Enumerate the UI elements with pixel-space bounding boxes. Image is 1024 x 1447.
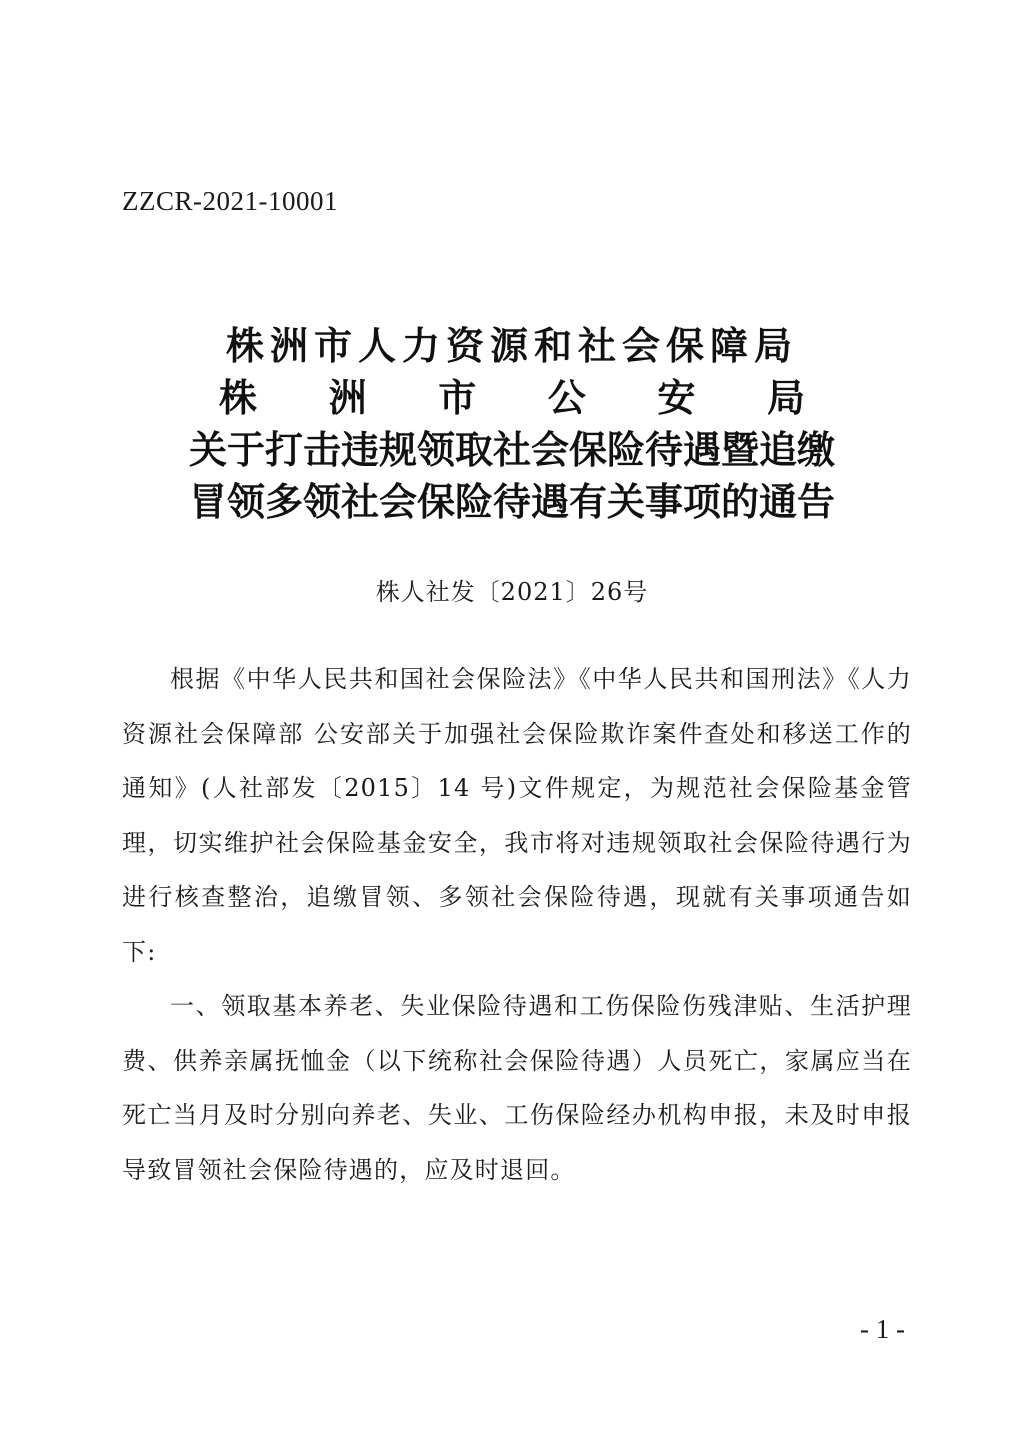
title-char: 公 <box>547 376 586 420</box>
document-number: 株人社发〔2021〕26号 <box>375 578 649 606</box>
title-line-subject-2: 冒领多领社会保险待遇有关事项的通告 <box>188 480 835 524</box>
title-line-subject-1: 关于打击违规领取社会保险待遇暨追缴 <box>188 428 835 472</box>
title-char: 洲 <box>328 376 367 420</box>
title-line-issuer-2 <box>219 372 805 424</box>
title-char: 株 <box>219 376 258 420</box>
title-char: 安 <box>657 376 696 420</box>
page-number: - 1 - <box>860 1314 905 1344</box>
document-code: ZZCR-2021-10001 <box>122 186 338 216</box>
title-char: 市 <box>438 376 477 420</box>
body-paragraph-item-1: 一、领取基本养老、失业保险待遇和工伤保险伤残津贴、生活护理费、供养亲属抚恤金（以下统称社会保险待遇）人员死亡，家属应当在死亡当月及时分别向养老、失业、工伤保险经办机构申报，未及时申报导致冒领社会保险待遇的，应及时退回。 <box>122 992 912 1184</box>
title-line-issuer-1: 株洲市人力资源和社会保障局 <box>225 324 798 368</box>
document-body <box>122 652 912 1197</box>
document-title <box>0 320 1024 528</box>
body-paragraph-intro: 根据《中华人民共和国社会保险法》《中华人民共和国刑法》《人力资源社会保障部 公安部关于加强社会保险欺诈案件查处和移送工作的通知》(人社部发〔2015〕14 号)文件规定，为规范社会保险基金管理，切实维护社会保险基金安全，我市将对违规领取社会保险待遇行为进行核查整治，追缴冒领、多领社会保险待遇，现就有关事项通告如下: <box>122 665 912 966</box>
title-char: 局 <box>766 376 805 420</box>
